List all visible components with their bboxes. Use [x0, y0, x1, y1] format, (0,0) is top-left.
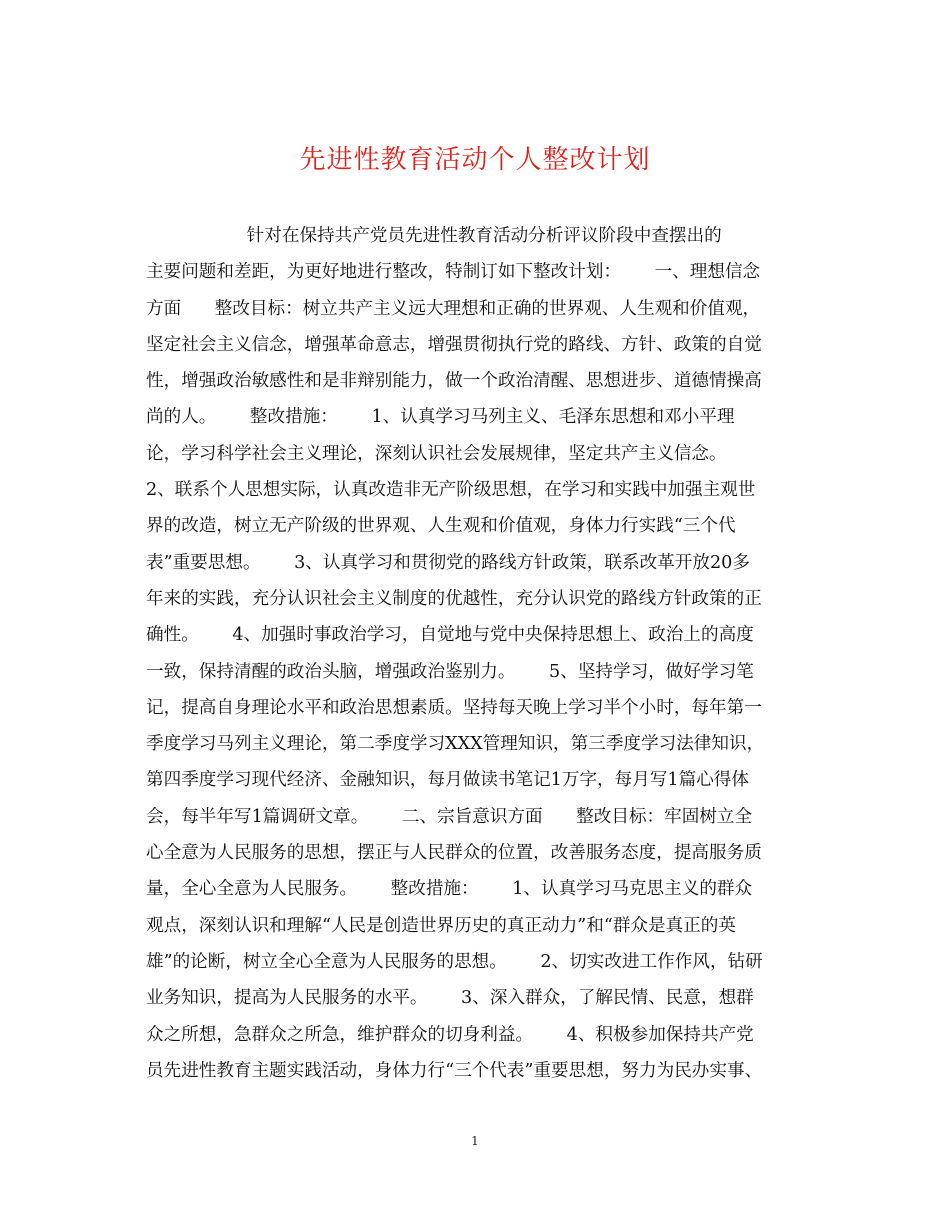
body-line: 会，每半年写1篇调研文章。 二、宗旨意识方面 整改目标：牢固树立全: [146, 806, 753, 827]
body-line: 业务知识，提高为人民服务的水平。 3、深入群众，了解民情、民意，想群: [146, 988, 754, 1009]
page-number: 1: [471, 1134, 479, 1148]
body-line: 表”重要思想。 3、认真学习和贯彻党的路线方针政策，联系改革开放20多: [146, 552, 750, 573]
body-line: 针对在保持共产党员先进性教育活动分析评议阶段中查摆出的: [146, 226, 722, 246]
body-line: 第四季度学习现代经济、金融知识，每月做读书笔记1万字，每月写1篇心得体: [146, 770, 749, 791]
document-title: 先进性教育活动个人整改计划: [299, 145, 651, 175]
body-line: 量，全心全意为人民服务。 整改措施： 1、认真学习马克思主义的群众: [146, 879, 753, 900]
body-line: 方面 整改目标：树立共产主义远大理想和正确的世界观、人生观和价值观，: [146, 298, 761, 319]
body-line: 员先进性教育主题实践活动，身体力行“三个代表”重要思想，努力为民办实事、: [146, 1060, 763, 1081]
body-line: 众之所想，急群众之所急，维护群众的切身利益。 4、积极参加保持共产党: [146, 1024, 754, 1045]
body-line: 雄”的论断，树立全心全意为人民服务的思想。 2、切实改进工作作风，钻研: [146, 951, 763, 972]
body-line: 论，学习科学社会主义理论，深刻认识社会发展规律，坚定共产主义信念。: [146, 443, 727, 464]
body-line: 一致，保持清醒的政治头脑，增强政治鉴别力。 5、坚持学习，做好学习笔: [146, 661, 754, 682]
body-line: 年来的实践，充分认识社会主义制度的优越性，充分认识党的路线方针政策的正: [146, 588, 762, 609]
body-line: 心全意为人民服务的思想，摆正与人民群众的位置，改善服务态度，提高服务质: [146, 843, 762, 864]
document-body: [146, 218, 811, 1089]
body-line: 主要问题和差距，为更好地进行整改，特制订如下整改计划： 一、理想信念: [146, 262, 761, 283]
body-line: 季度学习马列主义理论，第二季度学习XXX管理知识，第三季度学习法律知识，: [146, 734, 765, 755]
body-line: 坚定社会主义信念，增强革命意志，增强贯彻执行党的路线、方针、政策的自觉: [146, 334, 762, 355]
body-line: 2、联系个人思想实际，认真改造非无产阶级思想，在学习和实践中加强主观世: [146, 480, 756, 501]
body-line: 性，增强政治敏感性和是非辩别能力，做一个政治清醒、思想进步、道德情操高: [146, 371, 762, 392]
body-line: 界的改造，树立无产阶级的世界观、人生观和价值观，身体力行实践“三个代: [146, 516, 736, 537]
body-line: 尚的人。 整改措施： 1、认真学习马列主义、毛泽东思想和邓小平理: [146, 407, 735, 428]
body-line: 确性。 4、加强时事政治学习，自觉地与党中央保持思想上、政治上的高度: [146, 625, 754, 646]
body-line: 记，提高自身理论水平和政治思想素质。坚持每天晚上学习半个小时，每年第一: [146, 697, 762, 718]
body-line: 观点，深刻认识和理解“人民是创造世界历史的真正动力”和“群众是真正的英: [146, 915, 736, 936]
